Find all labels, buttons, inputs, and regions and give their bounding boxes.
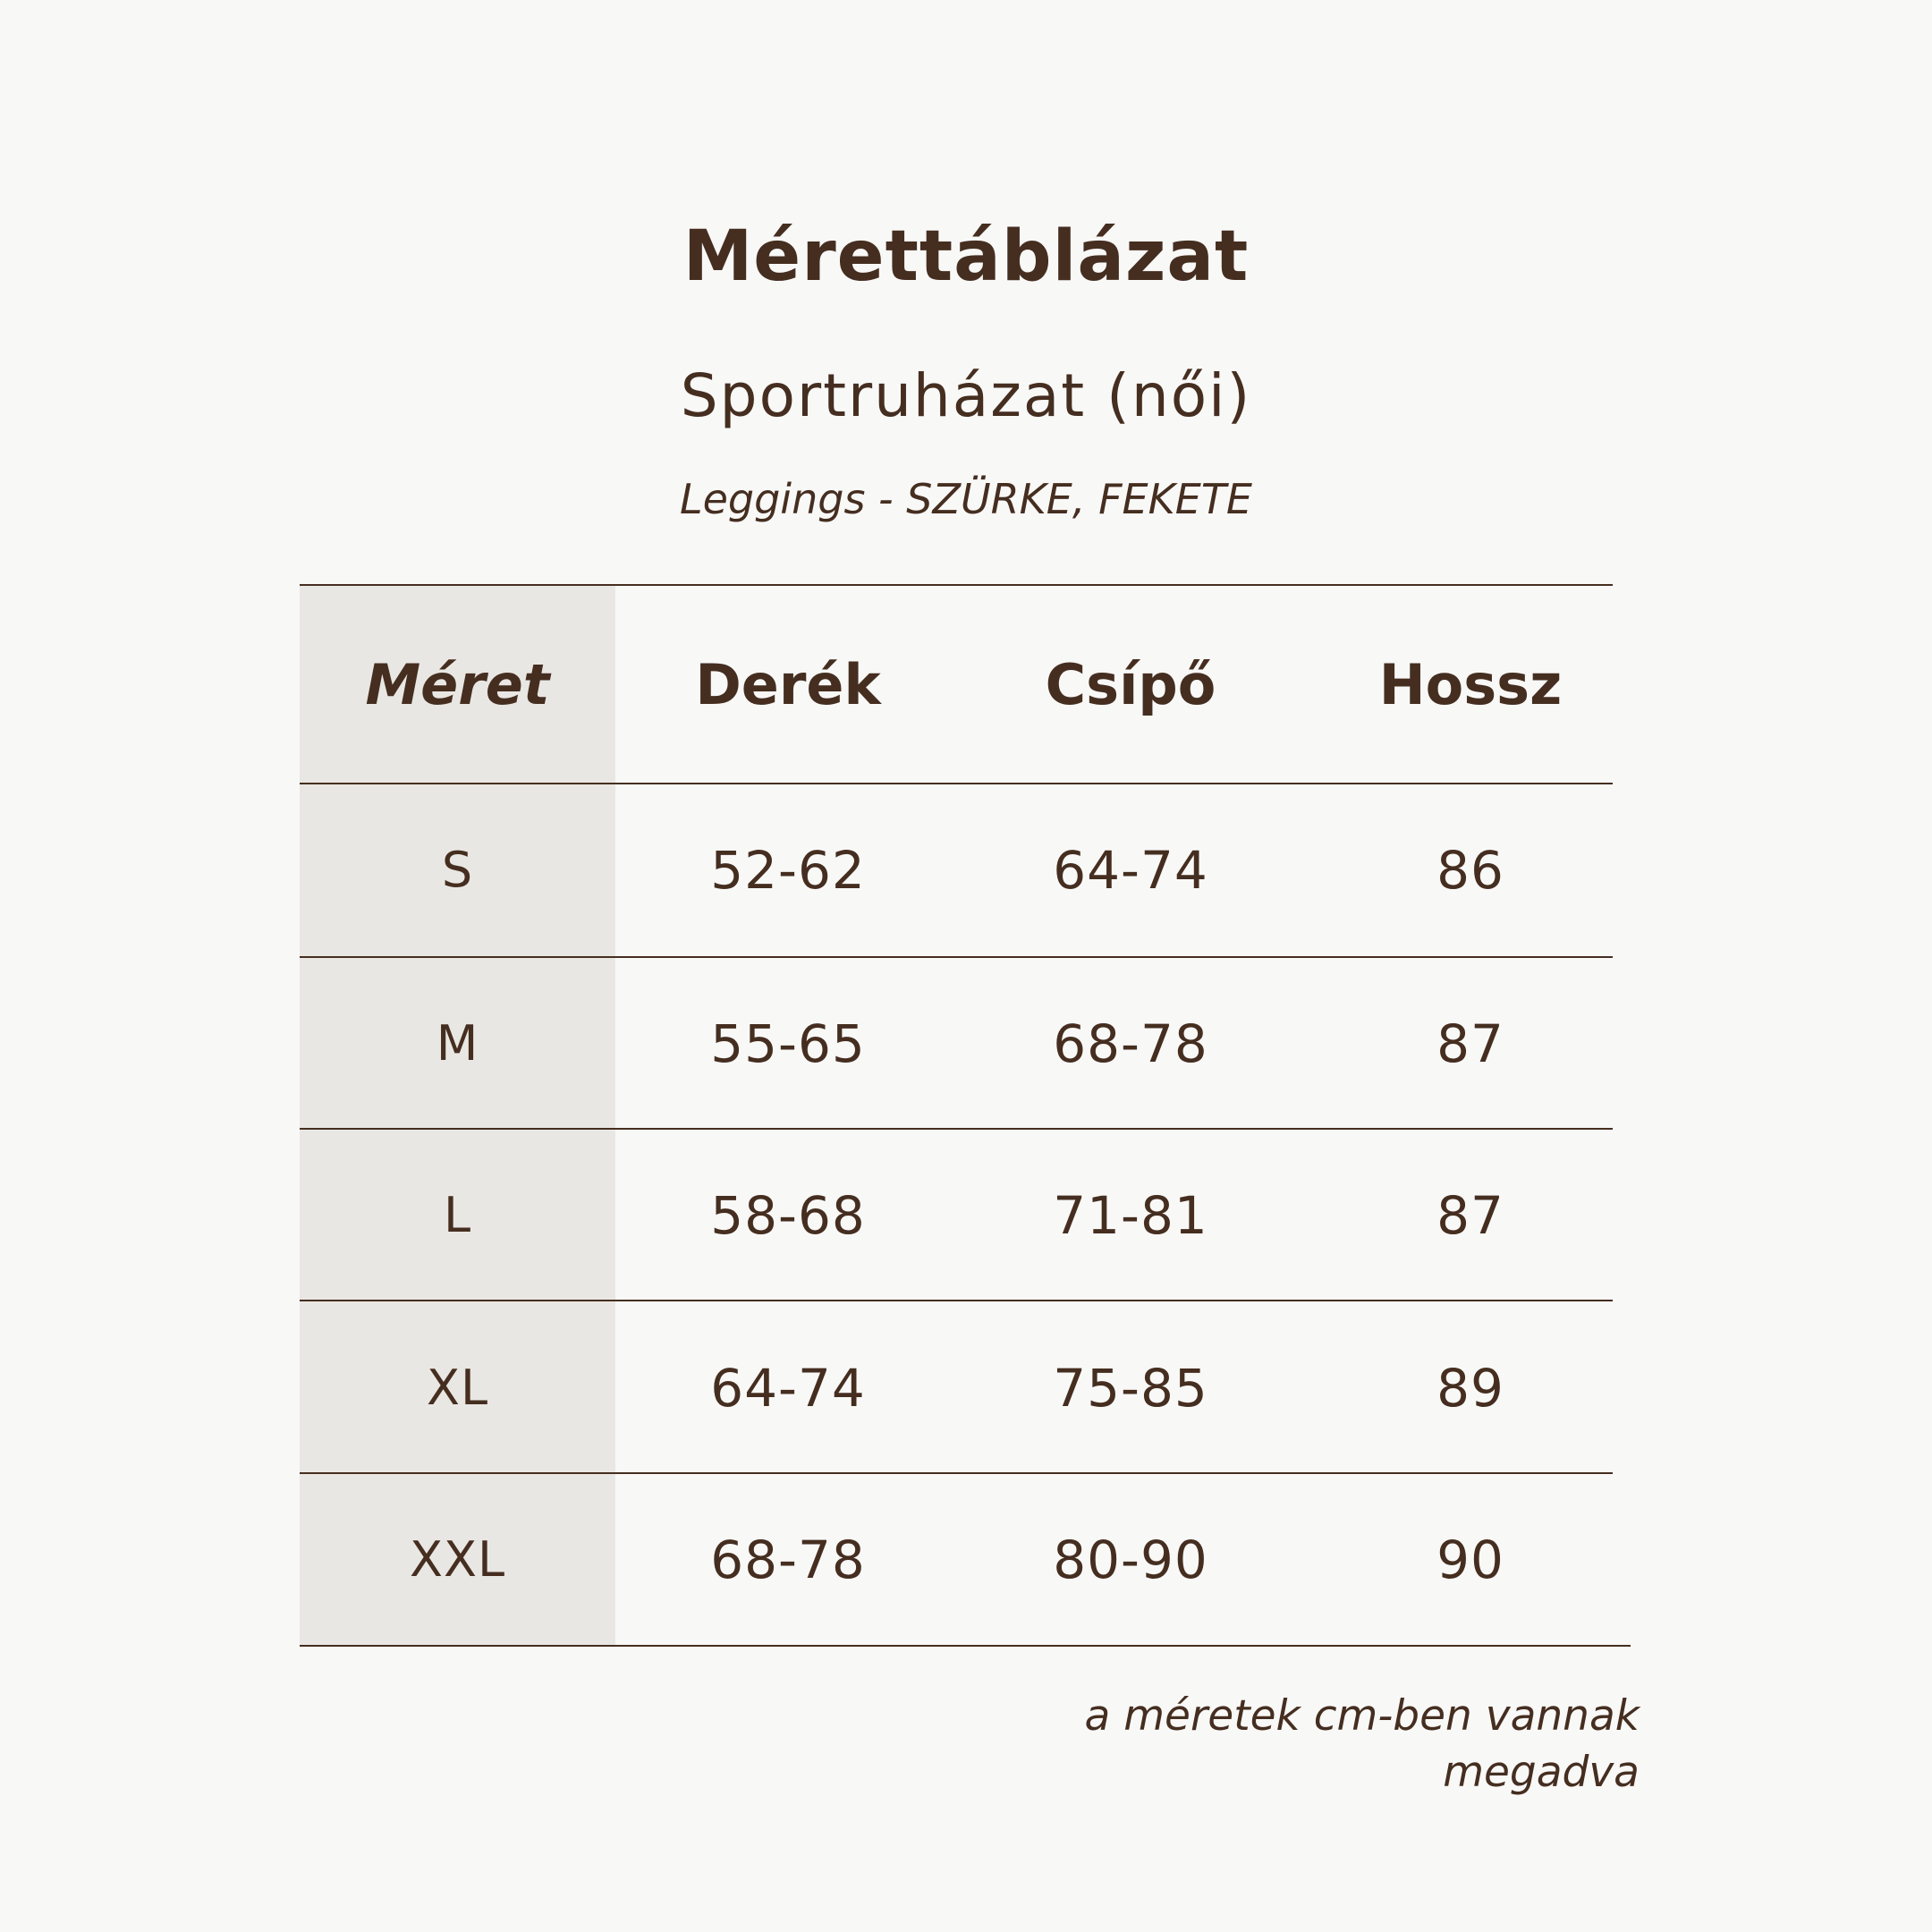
waist-cell: 68-78 [710, 1530, 866, 1590]
hip-cell: 75-85 [1053, 1358, 1208, 1419]
length-cell: 87 [1436, 1185, 1504, 1246]
size-cell: M [436, 1015, 479, 1072]
product-name: Leggings - SZÜRKE, FEKETE [679, 475, 1252, 523]
table-row [300, 1301, 1613, 1475]
size-cell: XXL [409, 1531, 506, 1588]
page-subtitle: Sportruházat (női) [680, 361, 1252, 430]
length-cell: 89 [1436, 1358, 1504, 1419]
table-row [300, 784, 1613, 956]
table-row [300, 958, 1613, 1130]
hip-cell: 71-81 [1053, 1185, 1208, 1246]
waist-cell: 52-62 [710, 840, 866, 901]
length-cell: 90 [1436, 1530, 1504, 1590]
size-cell: S [441, 842, 474, 898]
page-title: Mérettáblázat [682, 216, 1250, 297]
hip-cell: 64-74 [1053, 840, 1208, 901]
hip-cell: 68-78 [1053, 1013, 1208, 1074]
length-cell: 87 [1436, 1013, 1504, 1074]
waist-cell: 55-65 [710, 1013, 866, 1074]
table-row [300, 1130, 1613, 1301]
hip-cell: 80-90 [1053, 1530, 1208, 1590]
waist-cell: 64-74 [710, 1358, 866, 1419]
length-cell: 86 [1436, 840, 1504, 901]
header-length: Hossz [1378, 652, 1563, 717]
table-bottom-rule [300, 1645, 1631, 1647]
waist-cell: 58-68 [710, 1185, 866, 1246]
header-waist: Derék [695, 652, 881, 717]
size-cell: XL [426, 1360, 489, 1416]
table-header-row [300, 586, 1613, 784]
header-hip: Csípő [1045, 652, 1216, 717]
units-note-line: a méretek cm-ben vannak [1084, 1691, 1640, 1741]
units-note [960, 1688, 1640, 1801]
header-size: Méret [365, 652, 550, 717]
size-cell: L [443, 1187, 472, 1243]
table-row [300, 1474, 1613, 1646]
units-note-line: megadva [1443, 1748, 1640, 1797]
